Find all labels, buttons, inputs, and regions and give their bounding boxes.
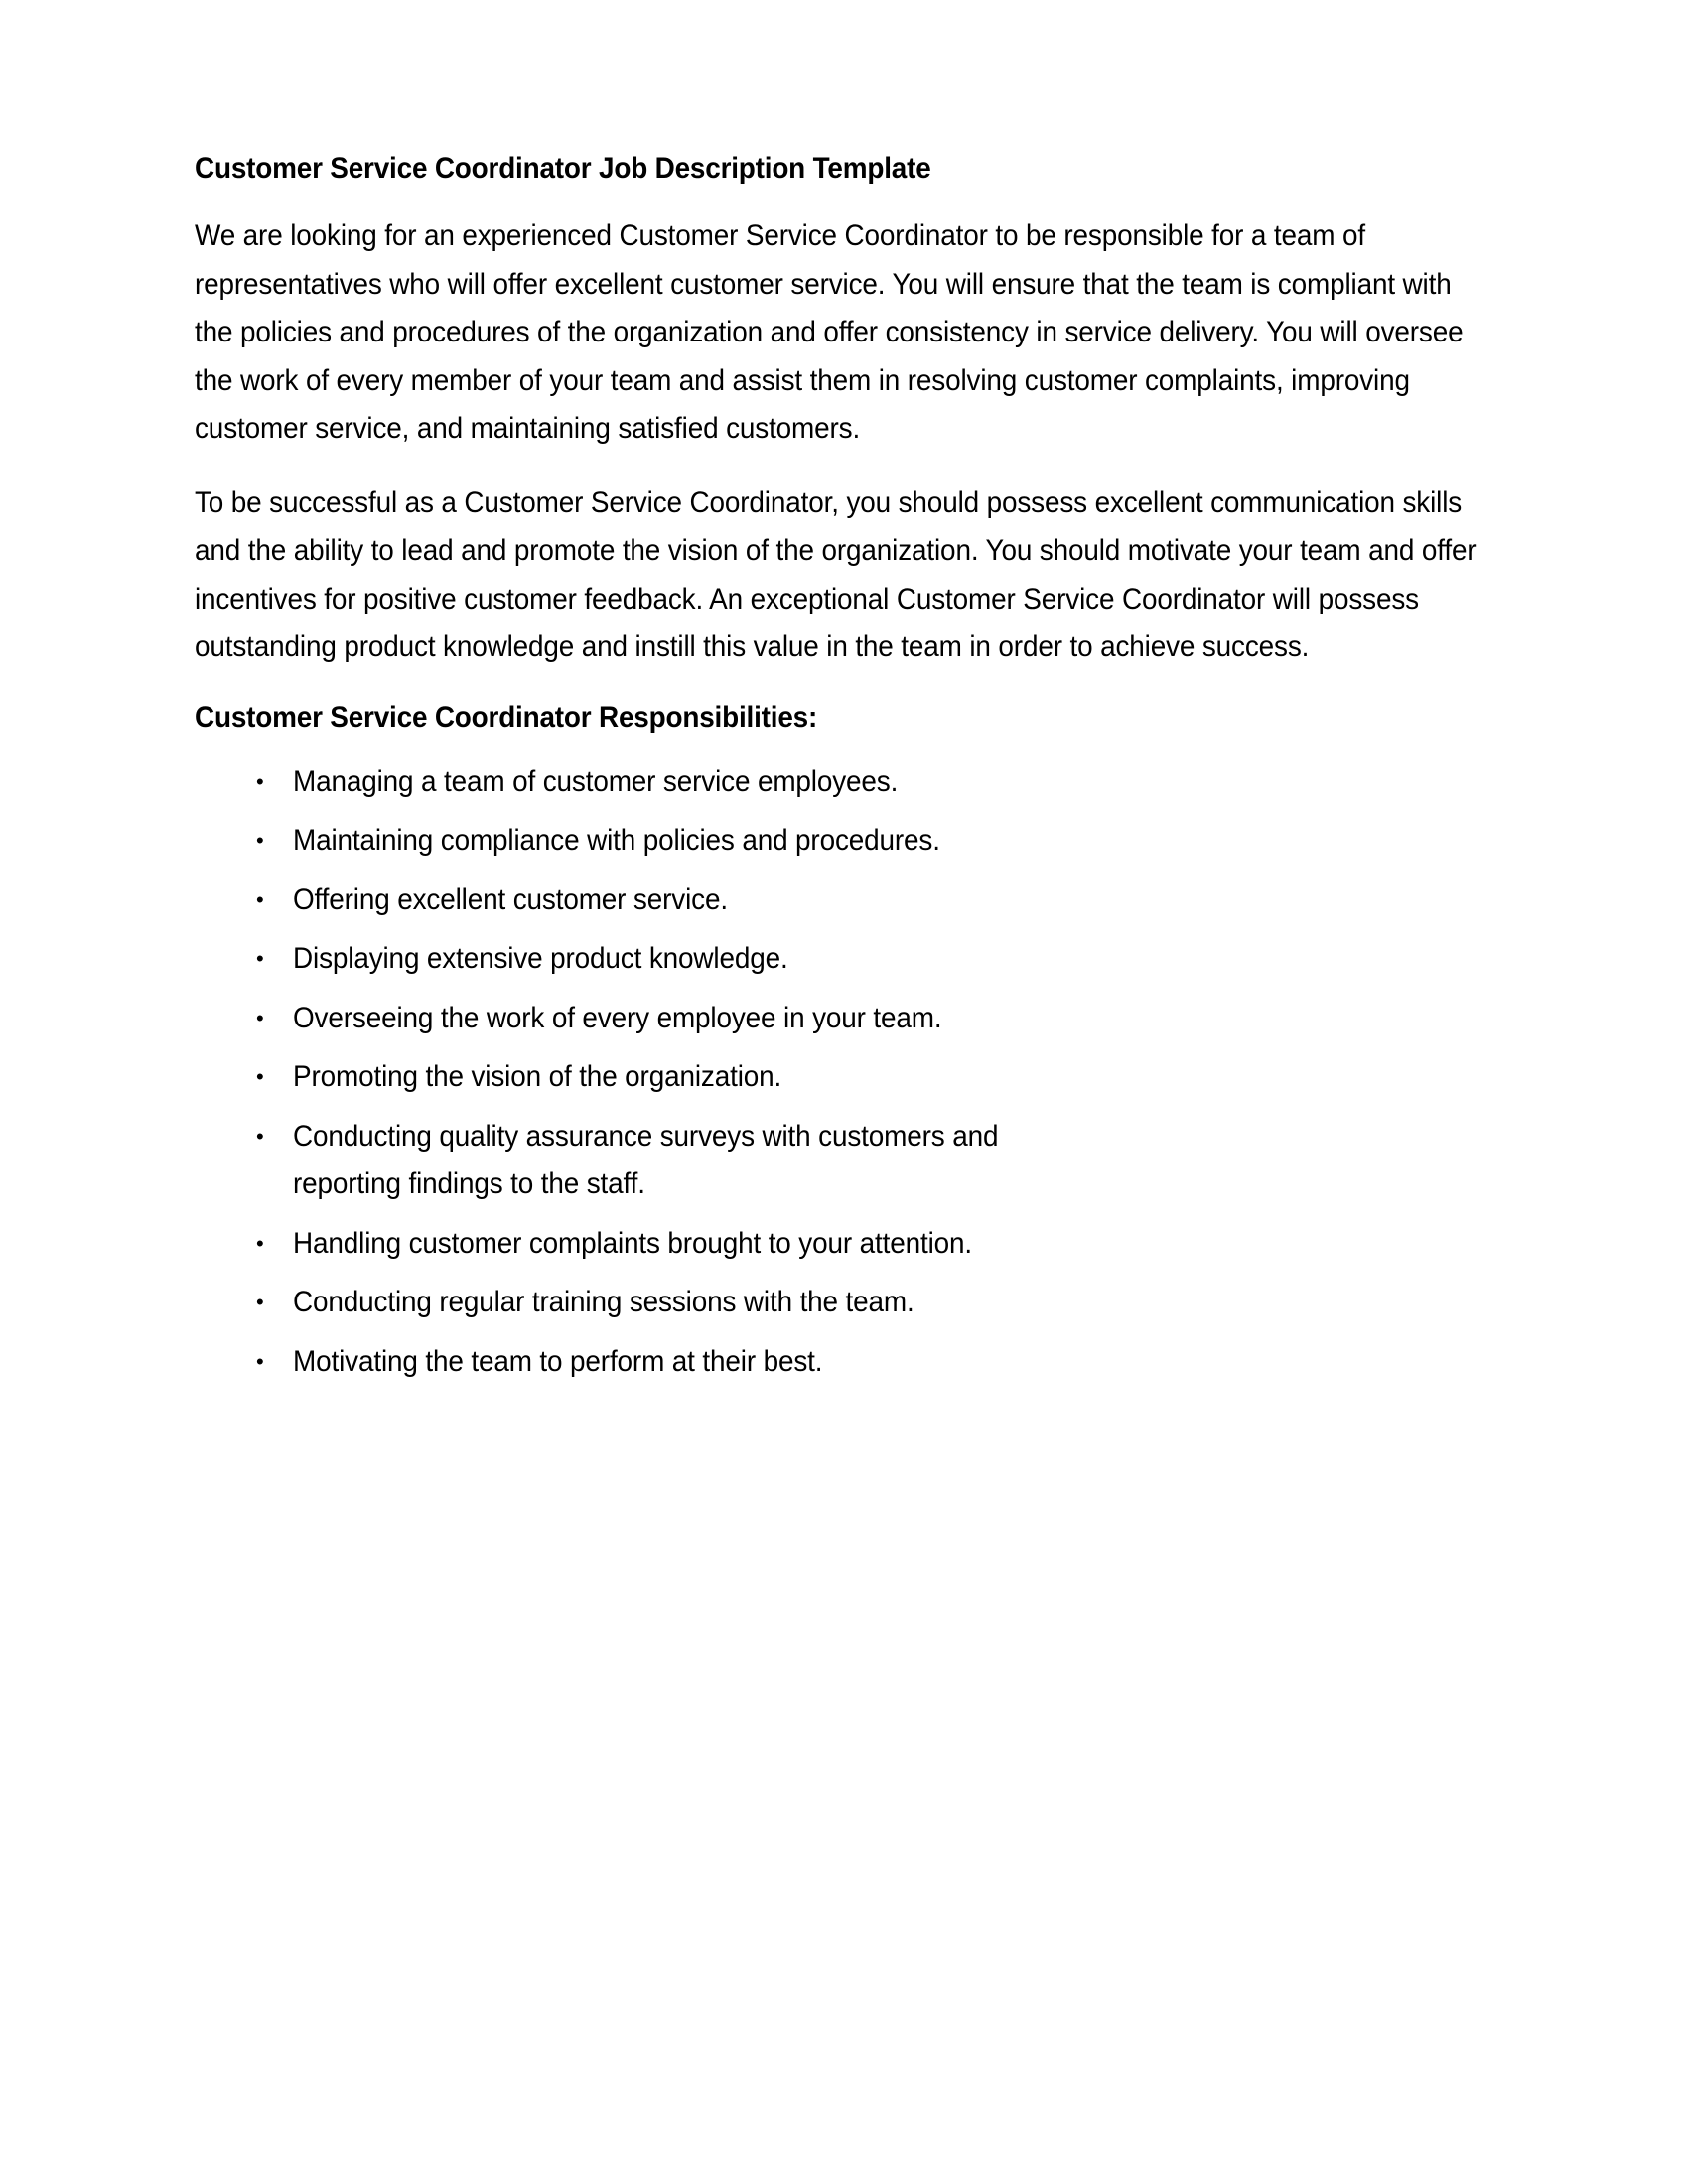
- list-item: [195, 1220, 1481, 1269]
- list-item-label: Offering excellent customer service.: [293, 883, 728, 916]
- bullet-icon: •: [256, 1230, 264, 1256]
- bullet-icon: •: [256, 887, 264, 912]
- list-item: [195, 1053, 1481, 1102]
- list-item-label: Maintaining compliance with policies and procedures.: [293, 824, 940, 857]
- list-item: [195, 935, 1481, 984]
- list-item-label: Motivating the team to perform at their best.: [293, 1344, 823, 1378]
- list-item-label: Conducting quality assurance surveys with customers and reporting findings to the staff.: [293, 1119, 999, 1200]
- list-item-label: Displaying extensive product knowledge.: [293, 942, 788, 975]
- list-item: [195, 1113, 1481, 1209]
- list-item: [195, 817, 1481, 866]
- list-item-label: Overseeing the work of every employee in your team.: [293, 1001, 942, 1034]
- document-body: [195, 149, 1481, 1397]
- bullet-icon: •: [256, 1123, 264, 1149]
- list-item: [195, 995, 1481, 1043]
- intro-paragraph-1: We are looking for an experienced Customer Service Coordinator to be responsible for a team of representatives who will offer excellent customer service. You will ensure that the team is compliant with the policies and procedures of the organization and offer consistency in service delivery. You will oversee the work of every member of your team and assist them in resolving customer complaints, improving customer service, and maintaining satisfied customers.: [195, 219, 1464, 445]
- list-item: [195, 1279, 1481, 1327]
- list-item-label: Managing a team of customer service employees.: [293, 764, 899, 798]
- responsibilities-list: [195, 758, 1481, 1387]
- bullet-icon: •: [256, 1064, 264, 1089]
- list-item: [195, 877, 1481, 925]
- list-item: [195, 1338, 1481, 1387]
- list-item: [195, 758, 1481, 807]
- list-item-label: Conducting regular training sessions with the team.: [293, 1286, 914, 1318]
- bullet-icon: •: [256, 1290, 264, 1314]
- bullet-icon: •: [256, 946, 264, 971]
- list-item-label: Handling customer complaints brought to your attention.: [293, 1226, 973, 1260]
- bullet-icon: •: [256, 828, 264, 853]
- page-title: Customer Service Coordinator Job Description Template: [195, 152, 931, 185]
- list-item-label: Promoting the vision of the organization.: [293, 1060, 782, 1093]
- responsibilities-heading: Customer Service Coordinator Responsibilities:: [195, 700, 818, 734]
- bullet-icon: •: [256, 768, 264, 794]
- intro-paragraph-2: To be successful as a Customer Service Coordinator, you should possess excellent communication skills and the ability to lead and promote the vision of the organization. You should motivate your team and offer incentives for positive customer feedback. An exceptional Customer Service Coordinator will possess outstanding product knowledge and instill this value in the team in order to achieve success.: [195, 485, 1477, 663]
- bullet-icon: •: [256, 1348, 264, 1374]
- bullet-icon: •: [256, 1005, 264, 1030]
